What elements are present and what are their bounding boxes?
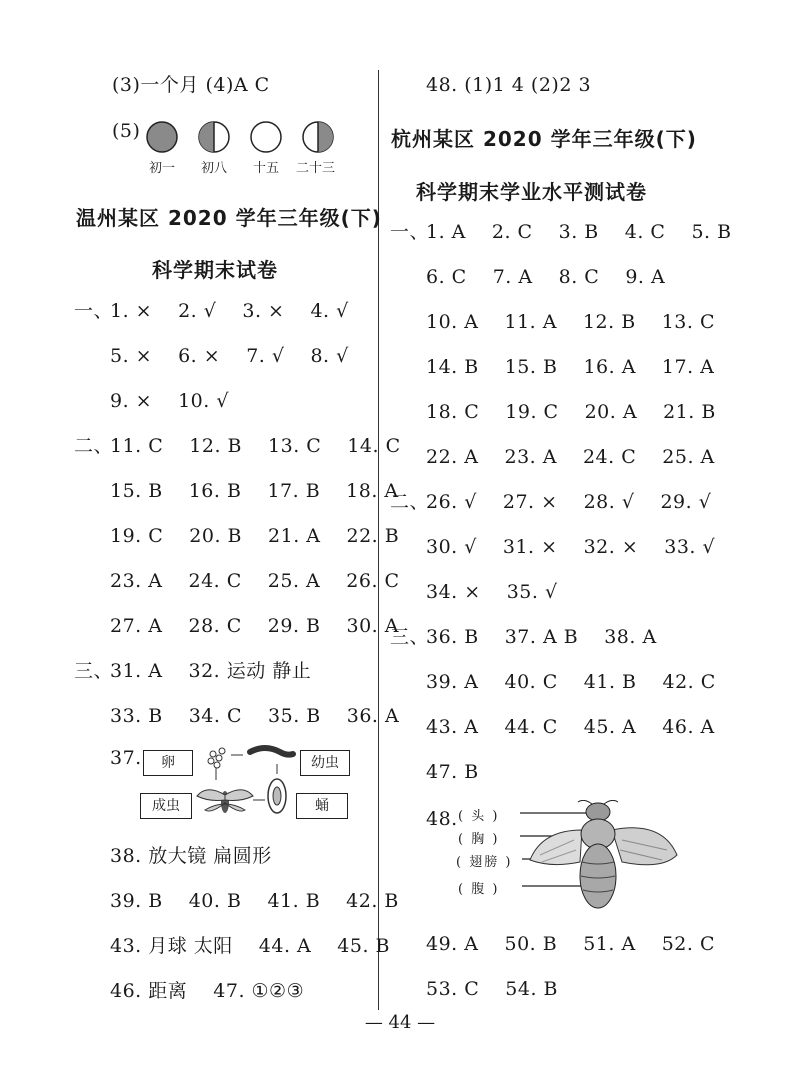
answer-row [426, 759, 479, 785]
answer-item: 7. √ [246, 345, 285, 367]
answer-item: 10. A [426, 311, 479, 333]
answer-item: 36. B [426, 626, 479, 648]
answer-item: 12. B [189, 435, 243, 457]
answer-item: 18. C [426, 401, 480, 423]
answer-item: 45. B [337, 935, 390, 957]
answer-item: 1. × [110, 300, 153, 322]
answer-item: 21. A [268, 525, 321, 547]
left-line-1: (3)一个月 (4)A C [112, 74, 270, 96]
answer-item: 12. B [582, 311, 636, 333]
answer-item: 34. C [188, 705, 243, 727]
answer-item: 20. A [584, 401, 638, 423]
moon-first-quarter-icon [199, 122, 229, 152]
answer-row [110, 343, 349, 369]
moth-part-thorax: ( 胸 ) [458, 832, 500, 847]
answer-item: 9. A [625, 266, 666, 288]
cocoon-icon [268, 779, 286, 813]
moon-label-last-quarter: 二十三 [296, 161, 336, 176]
answer-row [110, 388, 229, 414]
answer-item: 16. A [583, 356, 636, 378]
moon-label-new: 初一 [149, 161, 176, 176]
answer-item: 54. B [505, 978, 559, 1000]
answer-item: 50. B [504, 933, 558, 955]
answer-row [426, 624, 657, 650]
answer-item: 33. √ [664, 536, 716, 558]
answer-item: 7. A [492, 266, 533, 288]
answer-row [110, 478, 399, 504]
answer-row [426, 399, 716, 425]
answer-row [426, 309, 715, 335]
q37-number: 37. [110, 747, 142, 769]
page-number: — 44 — [364, 1012, 436, 1033]
left-section-subtitle: 科学期末试卷 [152, 258, 278, 282]
answer-row [426, 669, 716, 695]
answer-row [110, 568, 400, 594]
answer-item: 17. B [267, 480, 321, 502]
answer-item: 42. B [346, 890, 399, 912]
answer-item: 14. C [347, 435, 401, 457]
answer-item: 2. √ [178, 300, 217, 322]
answer-item: 35. B [268, 705, 321, 727]
answer-item: 40. C [504, 671, 558, 693]
moon-label-full: 十五 [253, 161, 280, 176]
answer-item: 27. × [502, 491, 558, 513]
answer-item: 24. C [582, 446, 637, 468]
answer-item: 28. √ [583, 491, 635, 513]
lifecycle-larva-box: 幼虫 [300, 750, 350, 776]
answer-item: 21. B [663, 401, 716, 423]
answer-item: 23. A [504, 446, 557, 468]
answer-row [426, 534, 715, 560]
answer-item: 40. B [188, 890, 242, 912]
answer-item: 5. B [691, 221, 732, 243]
answer-item: 6. C [426, 266, 467, 288]
answer-row [426, 931, 715, 957]
answer-row [110, 298, 349, 324]
answer-item: 13. C [661, 311, 715, 333]
section-prefix: 三、 [390, 626, 430, 648]
answer-item: 3. × [242, 300, 285, 322]
answer-row [426, 976, 558, 1002]
answer-item: 33. B [110, 705, 163, 727]
answer-item: 45. A [583, 716, 637, 738]
lifecycle-pupa-box: 蛹 [296, 793, 348, 819]
moon-full-icon [251, 122, 281, 152]
answer-item: 27. A [110, 615, 163, 637]
answer-item: 43. A [426, 716, 479, 738]
answer-item: 23. A [110, 570, 163, 592]
answer-row [110, 433, 401, 459]
answer-row [426, 714, 715, 740]
lifecycle-egg-box: 卵 [143, 750, 193, 776]
answer-item: 37. A B [504, 626, 579, 648]
silkworm-lifecycle-illustration [195, 740, 300, 825]
answer-item: 44. C [504, 716, 558, 738]
answer-item: 29. √ [660, 491, 712, 513]
moth-part-abdomen: ( 腹 ) [458, 882, 500, 897]
answer-item: 22. B [346, 525, 400, 547]
answer-item: 9. × [110, 390, 153, 412]
answer-item: 38. 放大镜 扁圆形 [110, 845, 272, 867]
answer-item: 3. B [558, 221, 599, 243]
q48-number: 48. [426, 808, 458, 830]
answer-item: 31. × [502, 536, 558, 558]
answer-item: 41. B [583, 671, 637, 693]
answer-item: 30. √ [426, 536, 477, 558]
moth-wing-right-icon [612, 828, 677, 865]
answer-item: 47. B [426, 761, 479, 783]
answer-item: 2. C [491, 221, 533, 243]
moon-label-first-quarter: 初八 [201, 161, 228, 176]
answer-item: 17. A [661, 356, 715, 378]
answer-item: 41. B [267, 890, 321, 912]
moon-phases [146, 120, 346, 154]
section-prefix: 一、 [74, 300, 114, 322]
answer-item: 13. C [268, 435, 322, 457]
larva-icon [250, 748, 293, 755]
answer-row [426, 354, 714, 380]
answer-row [110, 843, 272, 869]
answer-item: 39. A [426, 671, 479, 693]
answer-item: 15. B [504, 356, 558, 378]
answer-item: 31. A [110, 660, 163, 682]
answer-item: 25. A [267, 570, 321, 592]
answer-item: 15. B [110, 480, 163, 502]
answer-row [110, 658, 311, 684]
answer-item: 46. A [662, 716, 715, 738]
answer-item: 8. √ [310, 345, 349, 367]
answer-item: 25. A [662, 446, 715, 468]
answer-item: 4. √ [310, 300, 349, 322]
answer-item: 16. B [188, 480, 242, 502]
answer-item: 20. B [189, 525, 243, 547]
moon-question-label: (5) [112, 120, 141, 142]
answer-item: 39. B [110, 890, 163, 912]
answer-row [426, 579, 558, 605]
answer-item: 38. A [604, 626, 657, 648]
answer-item: 19. C [110, 525, 164, 547]
answer-item: 10. √ [178, 390, 229, 412]
answer-row [426, 489, 711, 515]
answer-item: 32. × [583, 536, 639, 558]
answer-item: 1. A [426, 221, 466, 243]
moth-body-icon [578, 800, 618, 908]
right-section-title: 杭州某区 2020 学年三年级(下) [391, 127, 697, 151]
left-section-title: 温州某区 2020 学年三年级(下) [76, 206, 382, 230]
answer-item: 36. A [346, 705, 400, 727]
eggs-icon [208, 748, 225, 780]
answer-item: 5. × [110, 345, 153, 367]
answer-row [426, 219, 732, 245]
answer-item: 52. C [661, 933, 715, 955]
section-prefix: 一、 [390, 221, 430, 243]
moth-wing-left-icon [530, 830, 582, 865]
answer-item: 46. 距离 [110, 980, 188, 1002]
answer-item: 4. C [624, 221, 666, 243]
answer-item: 51. A [583, 933, 636, 955]
answer-row [110, 523, 399, 549]
answer-item: 35. √ [506, 581, 558, 603]
answer-item: 18. A [346, 480, 399, 502]
answer-item: 53. C [426, 978, 480, 1000]
moth-small-icon [197, 790, 253, 813]
answer-item: 44. A [258, 935, 312, 957]
answer-item: 34. × [426, 581, 481, 603]
answer-item: 11. C [110, 435, 164, 457]
answer-item: 19. C [505, 401, 559, 423]
answer-item: 26. √ [426, 491, 477, 513]
moth-part-head: ( 头 ) [458, 809, 500, 824]
answer-item: 32. 运动 静止 [188, 660, 312, 682]
answer-item: 11. A [504, 311, 557, 333]
section-prefix: 二、 [390, 491, 430, 513]
answer-row [426, 444, 715, 470]
answer-row [110, 703, 399, 729]
answer-item: 6. × [178, 345, 221, 367]
answer-item: 47. ①②③ [213, 980, 305, 1002]
moth-part-wing: ( 翅膀 ) [456, 855, 513, 870]
answer-item: 30. A [346, 615, 399, 637]
answer-item: 42. C [662, 671, 716, 693]
answer-row [110, 888, 399, 914]
right-section-subtitle: 科学期末学业水平测试卷 [416, 180, 647, 204]
answer-row [110, 978, 304, 1004]
answer-item: 28. C [188, 615, 242, 637]
moon-last-quarter-icon [303, 122, 333, 152]
silk-moth-illustration [512, 800, 682, 915]
section-prefix: 二、 [74, 435, 114, 457]
right-line-1: 48. (1)1 4 (2)2 3 [426, 74, 592, 96]
answer-row [110, 613, 399, 639]
answer-row [426, 264, 665, 290]
answer-item: 26. C [346, 570, 400, 592]
answer-item: 49. A [426, 933, 479, 955]
answer-item: 22. A [426, 446, 479, 468]
answer-item: 8. C [558, 266, 600, 288]
moon-new-icon [147, 122, 177, 152]
answer-item: 29. B [267, 615, 321, 637]
answer-item: 43. 月球 太阳 [110, 935, 233, 957]
answer-item: 14. B [426, 356, 479, 378]
section-prefix: 三、 [74, 660, 114, 682]
lifecycle-adult-box: 成虫 [140, 793, 192, 819]
answer-item: 24. C [188, 570, 242, 592]
answer-row [110, 933, 390, 959]
